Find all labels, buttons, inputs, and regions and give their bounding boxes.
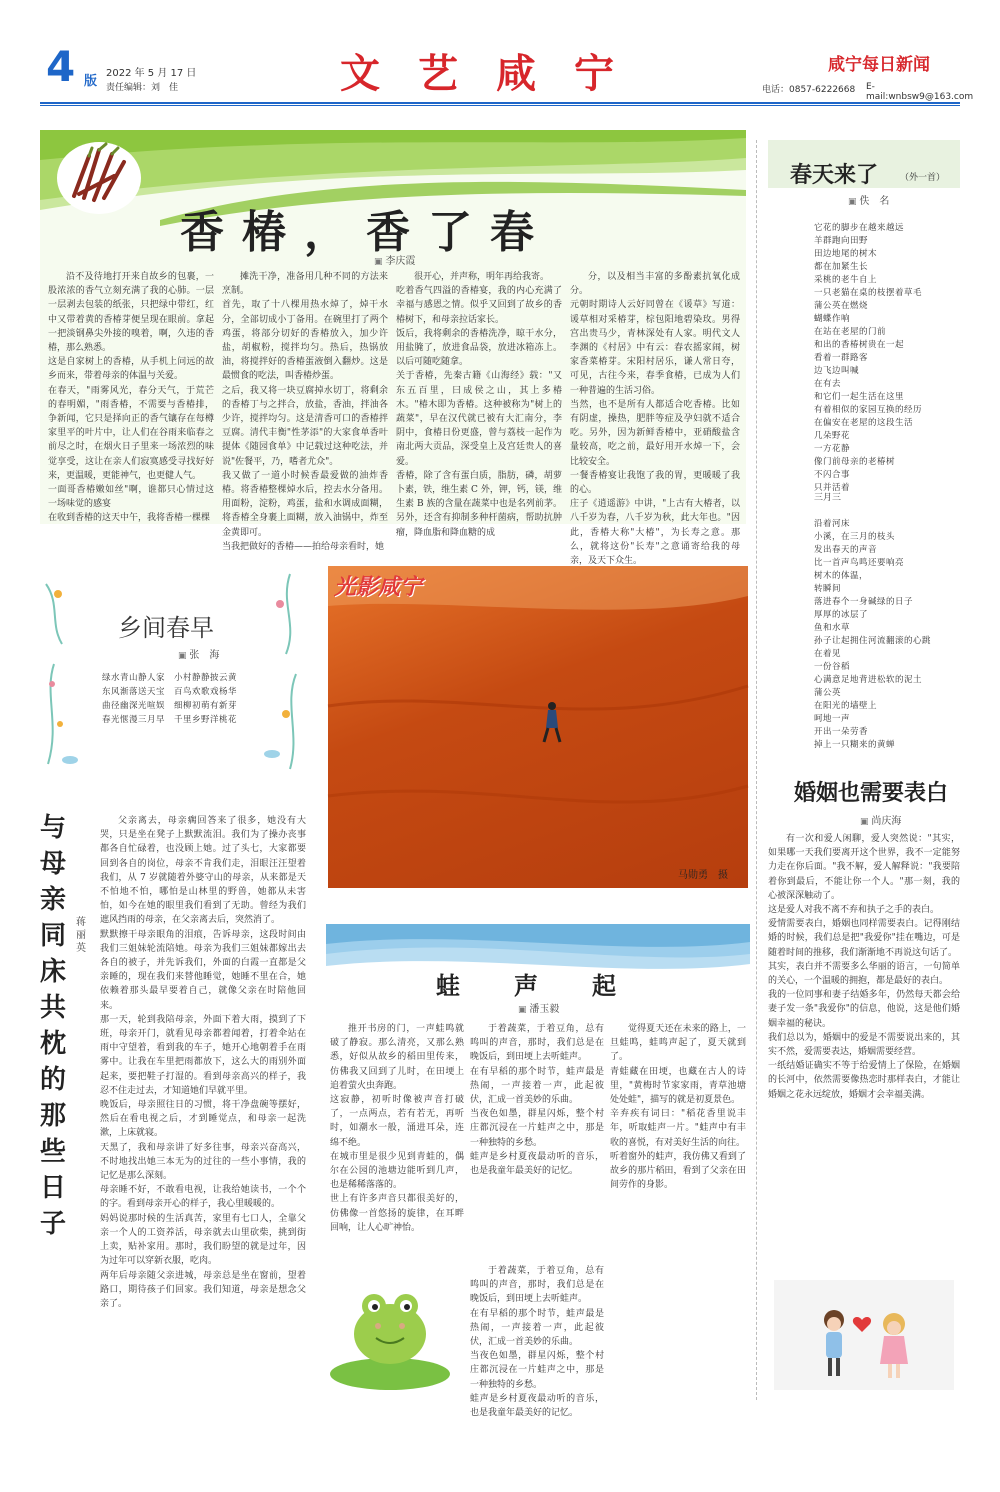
toon-column-1: 沿不及待地打开来自故乡的包裹，一股浓浓的香气立刻充满了我的心肺。一层一层剥去包装的纸张，只把绿中带红，红中又带着黄的香椿芽便呈现在眼前。拿起一把淡钢鼻尖外接的嗅着，啊，久违的香椿，那么熟悉。 这是自家树上的香椿，从手机上问远的故乡而来，带着母亲的体温与关爱。 在春天，"雨雾风光，春分天气，于荒芒的春明媚，"雨香椿，不需要与香椿排，争新闻，它只是择向正的香气镶存在每樽家里平的叶片中，让人们在谷雨来临春之前尽之时，在烟火日子里来一场浓烈的味觉享受，这让在亲人们寂寞感受寻找好好来，更温暖，更能神气，也更健人气。 一面哥香椿嫩如丝"啊，谁都只心情过这一场味觉的感宴 在收到香椿的这天中午，我将香椿一棵棵 [48,272,214,524]
toon-article-title: 香椿，香了春 [180,207,552,258]
toon-column-4: 分，以及相当丰富的多酚素抗氧化成分。 元朝时期诗人云好同曾在《谖草》写道：谖草相对采椿芽，棕包阳地碧染玫。男得宫出贵马少，青林深处有人家。明代文人李渊的《村居》中有云：春农摇家闹，树家香菜椿芽。宋阳村居乐，谦人常日夸，可见，古往今来，春季食椿，已成为人们一种普遍的生活习俗。 当然，也不是所有人都适合吃香椿。比如有阴虚，操热，肥胖等症及孕妇就不适合吃。另外，因为新鲜香椿中，亚硝酸盐含量较高，吃之前，最好用开水焯一下，会比较安全。 一餐香椿宴让我饱了我的胃，更暖暖了我的心。 庄子《逍遥游》中讲，"上古有大椿者，以八千岁为春，八千岁为秋，此大年也。"因此，香椿大称"大椿"，为长寿之意。那么，就将这份"长寿"之意诵寄给我的母亲，及天下众生。 [570,272,740,567]
marriage-article-body: 有一次和爱人闲聊，爱人突然说："其实，如果哪一天我们要离开这个世界，我不一定能努力走在你后面。"我不解，爱人解释说："我要陪着你到最后，不能让你一个人。"那一刻，我的心被深深触动了。 这是爱人对我不离不弃和执子之手的表白。 爱情需要表白，婚姻也同样需要表白。记得刚结婚的时候，我们总是把"我爱你"挂在嘴边，可是随着时间的推移，我们渐渐地不再说这句话了。 其实，表白并不需要多么华丽的语言，一句简单的关心，一个温暖的拥抱，都是最好的表白。 我的一位同事和妻子结婚多年，仍然每天都会给妻子发一条"我爱你"的信息，他说，这是他们婚姻幸福的秘诀。 我们总以为，婚姻中的爱是不需要说出来的，其实不然，爱需要表达，婚姻需要经营。 一纸结婚证确实不等于给爱情上了保险，在婚姻的长河中，依然需要像热恋时那样表白，才能让婚姻之花永远绽放，婚姻才会幸福美满。 [768,834,960,1100]
marriage-article [768,770,960,1400]
toon-article-byline: ▣ 李庆霞 [374,252,415,267]
spring-poem-byline: ▣ 佚 名 [848,192,889,207]
march-third-title: 三月三 [814,493,842,503]
header-rule-thin [40,105,960,106]
frog-illustration [330,1264,464,1394]
header-rule [40,102,960,104]
countryside-line-3: 曲径幽深光喧娱 细柳初萌有新芽 [102,701,238,711]
spring-poem-text: 它花的脚步在越来越远 羊群跑向田野 田边地尾的树木 都在加紧生长 采桃的老牛自上 一只老猫在桌的枝摆着草毛 蒲公英在燃烧 蝴蝶作响 在站在老屋的门前 和出的香椿树贵在一起 看着一群路客 边飞边叫喊 在有去 和它们一起生活在这里 有着相似的家园互换的经历 在偏安在老屋的这段生活 几朵野花 一方花静 像门前母亲的老椿树 不闪合事 只并活着 [814,223,923,493]
frog-column-3: 觉得夏天还在未来的路上，一旦蛙鸣，蛙鸣声起了，夏天就到了。 青蛙藏在田埂，也藏在古人的诗里，"黄梅时节家家雨，青草池塘处处蛙"，描写的就是初夏景色。 辛弃疾有词曰："稻花香里说丰年，听取蛙声一片。"蛙声中有丰收的喜悦，有对美好生活的向往。 听着窗外的蛙声，我仿佛又看到了故乡的那片稻田，看到了父亲在田间劳作的身影。 [610,1024,746,1191]
spring-poem-box [768,140,960,750]
spring-poem-title: 春天来了 [790,162,879,188]
editor-credit: 责任编辑：刘 佳 [106,83,179,93]
mother-article-byline: 蒋丽英 [76,917,86,954]
issue-date: 2022 年 5 月 17 日 [106,68,197,79]
march-third-poem: 沿着河床 小溪，在三月的枝头 发出春天的声音 比一首声鸟鸣还要响亮 树木的体温， 转瞬间 落进春个一身碱绿的日子 厚厚的冰层了 鱼和水草 孙子让起拥住河流翻滚的心跳 在着见 一份谷稻 心满意足地背进松软的泥土 蒲公英 在阳光的墙壁上 呵地一声 开出一朵劳香 掉上一只糊来的黄蝉 [814,519,932,750]
photo-credit: 马勋勇 摄 [678,870,728,881]
marriage-article-title: 婚姻也需要表白 [794,780,949,806]
mother-article [40,800,306,1400]
frog-article-title: 蛙声起 [436,971,670,1000]
toon-column-2: 摊洗干净，准备用几种不同的方法来烹制。 首先，取了十八棵用热水焯了，焯干水分，全部切成小丁备用。在碗里打了两个鸡蛋，将部分切好的香椿放入，加少许盐，胡椒粉，搅拌均匀。热后，热锅放油，将搅拌好的香椿蛋液倒入翻炒。这是最惯食的吃法，叫香椿炒蛋。 之后，我又将一块豆腐掉水切丁，将剩余的香椿丁与之拌合，放盐，香油，拌油各少许，搅拌均匀。这是清香可口的香椿拌豆腐。清代丰衡"性茅添"的大家食单香叶提体《随园食单》中记载过这种吃法，并说"佐餐平，乃，嗜者尤众"。 我又做了一道小时候香最爱做的油炸香椿。将香椿整棵焯水后，控去水分备用。用面粉，淀粉，鸡蛋，盐和水调成面糊，将香椿全身裹上面糊，放入油锅中，炸至金黄即可。 当我把做好的香椿——拍给母亲看时，她 [222,272,388,552]
floral-border [40,564,306,774]
frog-article [326,924,750,1419]
paper-name: 咸宁每日新闻 [828,55,930,75]
countryside-poem-title: 乡间春早 [118,614,214,642]
toon-article [40,130,746,567]
frog-column-1: 推开书房的门，一声蛙鸣就破了静寂。那么清亮，又那么熟悉，好似从故乡的稻田里传来，仿佛我又回到了儿时，在田埂上追着萤火虫奔跑。 这寂静，初听时像被声音打破了，一点两点，若有若无，再听时，如潮水一般，涌进耳朵，连绵不绝。 在城市里是很少见到青蛙的，偶尔在公园的池塘边能听到几声，也是稀稀落落的。 世上有许多声音只都很美好的，仿佛像一首悠扬的旋律，在耳畔回响，让人心旷神怡。 [330,1024,464,1233]
red-hill-photo [328,566,748,888]
column-divider [756,140,757,1400]
phone-number: 电话：0857-6222668 [762,85,856,95]
frog-column-2: 于着蔬菜，于着豆角，总有鸣叫的声音，那时，我们总是在晚饭后，到田埂上去听蛙声。 在有早稻的那个时节，蛙声最是热闹，一声接着一声，此起彼伏，汇成一首美妙的乐曲。 当夜色如墨，群星闪烁，整个村庄都沉浸在一片蛙声之中，那是一种独特的乡愁。 蛙声是乡村夏夜最动听的音乐，也是我童年最美好的记忆。 [470,1024,604,1177]
countryside-line-4: 春光惬漫三月早 千里乡野洋桃花 [102,715,238,725]
frog-column-1b: 于着蔬菜，于着豆角，总有鸣叫的声音，那时，我们总是在晚饭后，到田埂上去听蛙声。 在有早稻的那个时节，蛙声最是热闹，一声接着一声，此起彼伏，汇成一首美妙的乐曲。 当夜色如墨，群星闪烁，整个村庄都沉浸在一片蛙声之中，那是一种独特的乡愁。 蛙声是乡村夏夜最动听的音乐，也是我童年最美好的记忆。 [470,1266,604,1419]
countryside-poem-byline: ▣ 张 海 [178,646,219,661]
section-title: 文艺咸宁 [340,50,652,97]
couple-illustration [774,1280,954,1390]
photo-feature [328,566,748,888]
page-number: 4 [46,42,76,91]
photo-section-label: 光影咸宁 [334,574,423,600]
mother-article-title: 与母亲同床共枕的那些日子 [40,813,67,1239]
countryside-poem-box [40,564,306,774]
toon-sprout-image [54,136,144,216]
masthead [40,40,974,102]
spring-poem-subtitle: （外一首） [900,173,946,183]
mother-article-body: 父亲离去，母亲瘸回答来了很多，她没有大哭，只是坐在凳子上默默流泪。我们为了操办丧事都各自忙碌着，也没顾上她。过了头七，大家都要回到各自的岗位，母亲不肯我们走，泪眼汪汪望着我们，从 7 岁就随着外婆守山的母亲，从来都是天不怕地不怕，哪怕是山林里的野兽，她都从未害怕，如今在她的眼里我们看到了无助。曾经为我们遮风挡雨的母亲，在父亲离去后，突然消了。 默默擦干母亲眼角的泪痕，告诉母亲，这段时间由我们三姐妹轮流陪她。母亲为我们三姐妹都嫁出去各自的被子，并先诉我们，外面的白霞一直都是父亲睡的，现在我们来替他睡觉，她睡不里在合，她依赖着那头最早要着自己，就像父亲在时陪他回来。 那一天，轮到我陪母亲，外面下着大雨，摸到了下班，母亲开门，就看见母亲都着闻着，打着伞站在雨中守望着，看到我的车子，她开心地朝着手在雨雾中。让我在车里把雨都放下，这么大的雨别外面起来，要把鞋子打湿的。看到母亲高兴的样子，我忍不住走过去，才知道她们早就平里。 晚饭后，母亲照往日的习惯，将干净盘碗等摆好，然后在看电视之后，才到睡觉点，和母亲一起洗漱，上床就寝。 天黑了，我和母亲讲了好多往事，母亲兴奋高兴，不时地找出她三本无为的过往的一些小事情，我的记忆是那么深刻。 母亲睡不好，不敢看电视，让我给她读书，一个个的字。看到母亲开心的样子，我心里暖暖的。 妈妈说那时候的生活真苦，家里有七口人，全靠父亲一个人的工资养活，母亲就去山里砍柴，挑到街上卖，贴补家用。那时，我们盼望的就是过年，因为过年可以穿新衣服，吃肉。 两年后母亲随父亲进城，母亲总是坐在窗前，望着路口，期待孩子们回家。我们知道，母亲是想念父亲了。 [100,816,306,1309]
page-suffix: 版 [84,74,98,89]
toon-column-3: 很开心，并声称，明年再给我寄。 吃着香气四溢的香椿宴，我的内心充满了幸福与感恩之情。似乎又回到了故乡的香椿树下，和母亲拉话家长。 饭后，我将剩余的香椿洗净，晾干水分，用盐腌了，放进食品袋，放进冰箱冻上。以后可随吃随拿。 关于香椿，先秦古籍《山海经》载："又东五百里，曰成侯之山，其上多椿木。"椿木即为香椿。这种被称为"树上的蔬菜"，早在汉代就已被有大汇南分，李阴中，食椿日份更盛，曾与荔枝一起作为南北两大贡品，深受皇上及宫廷贵人的喜爱。 香椿，除了含有蛋白质，脂肪，磷，胡萝卜素，铁，维生素 C 外，钾，钙，镁，维生素 B 族的含量在蔬菜中也是名列前茅。另外，还含有抑制多种杆菌病，帮助抗肿瘤，降血脂和降血糖的成 [396,272,562,538]
countryside-line-1: 绿水青山静人家 小村静静披云黄 [102,673,238,683]
marriage-article-byline: ▣ 尚庆海 [860,812,901,827]
frog-article-byline: ▣ 潘玉毅 [518,1000,559,1015]
countryside-line-2: 东风渐落送天宝 百鸟欢歌戏杨华 [102,687,238,697]
email-address: E-mail:wnbsw9@163.com [866,82,974,102]
